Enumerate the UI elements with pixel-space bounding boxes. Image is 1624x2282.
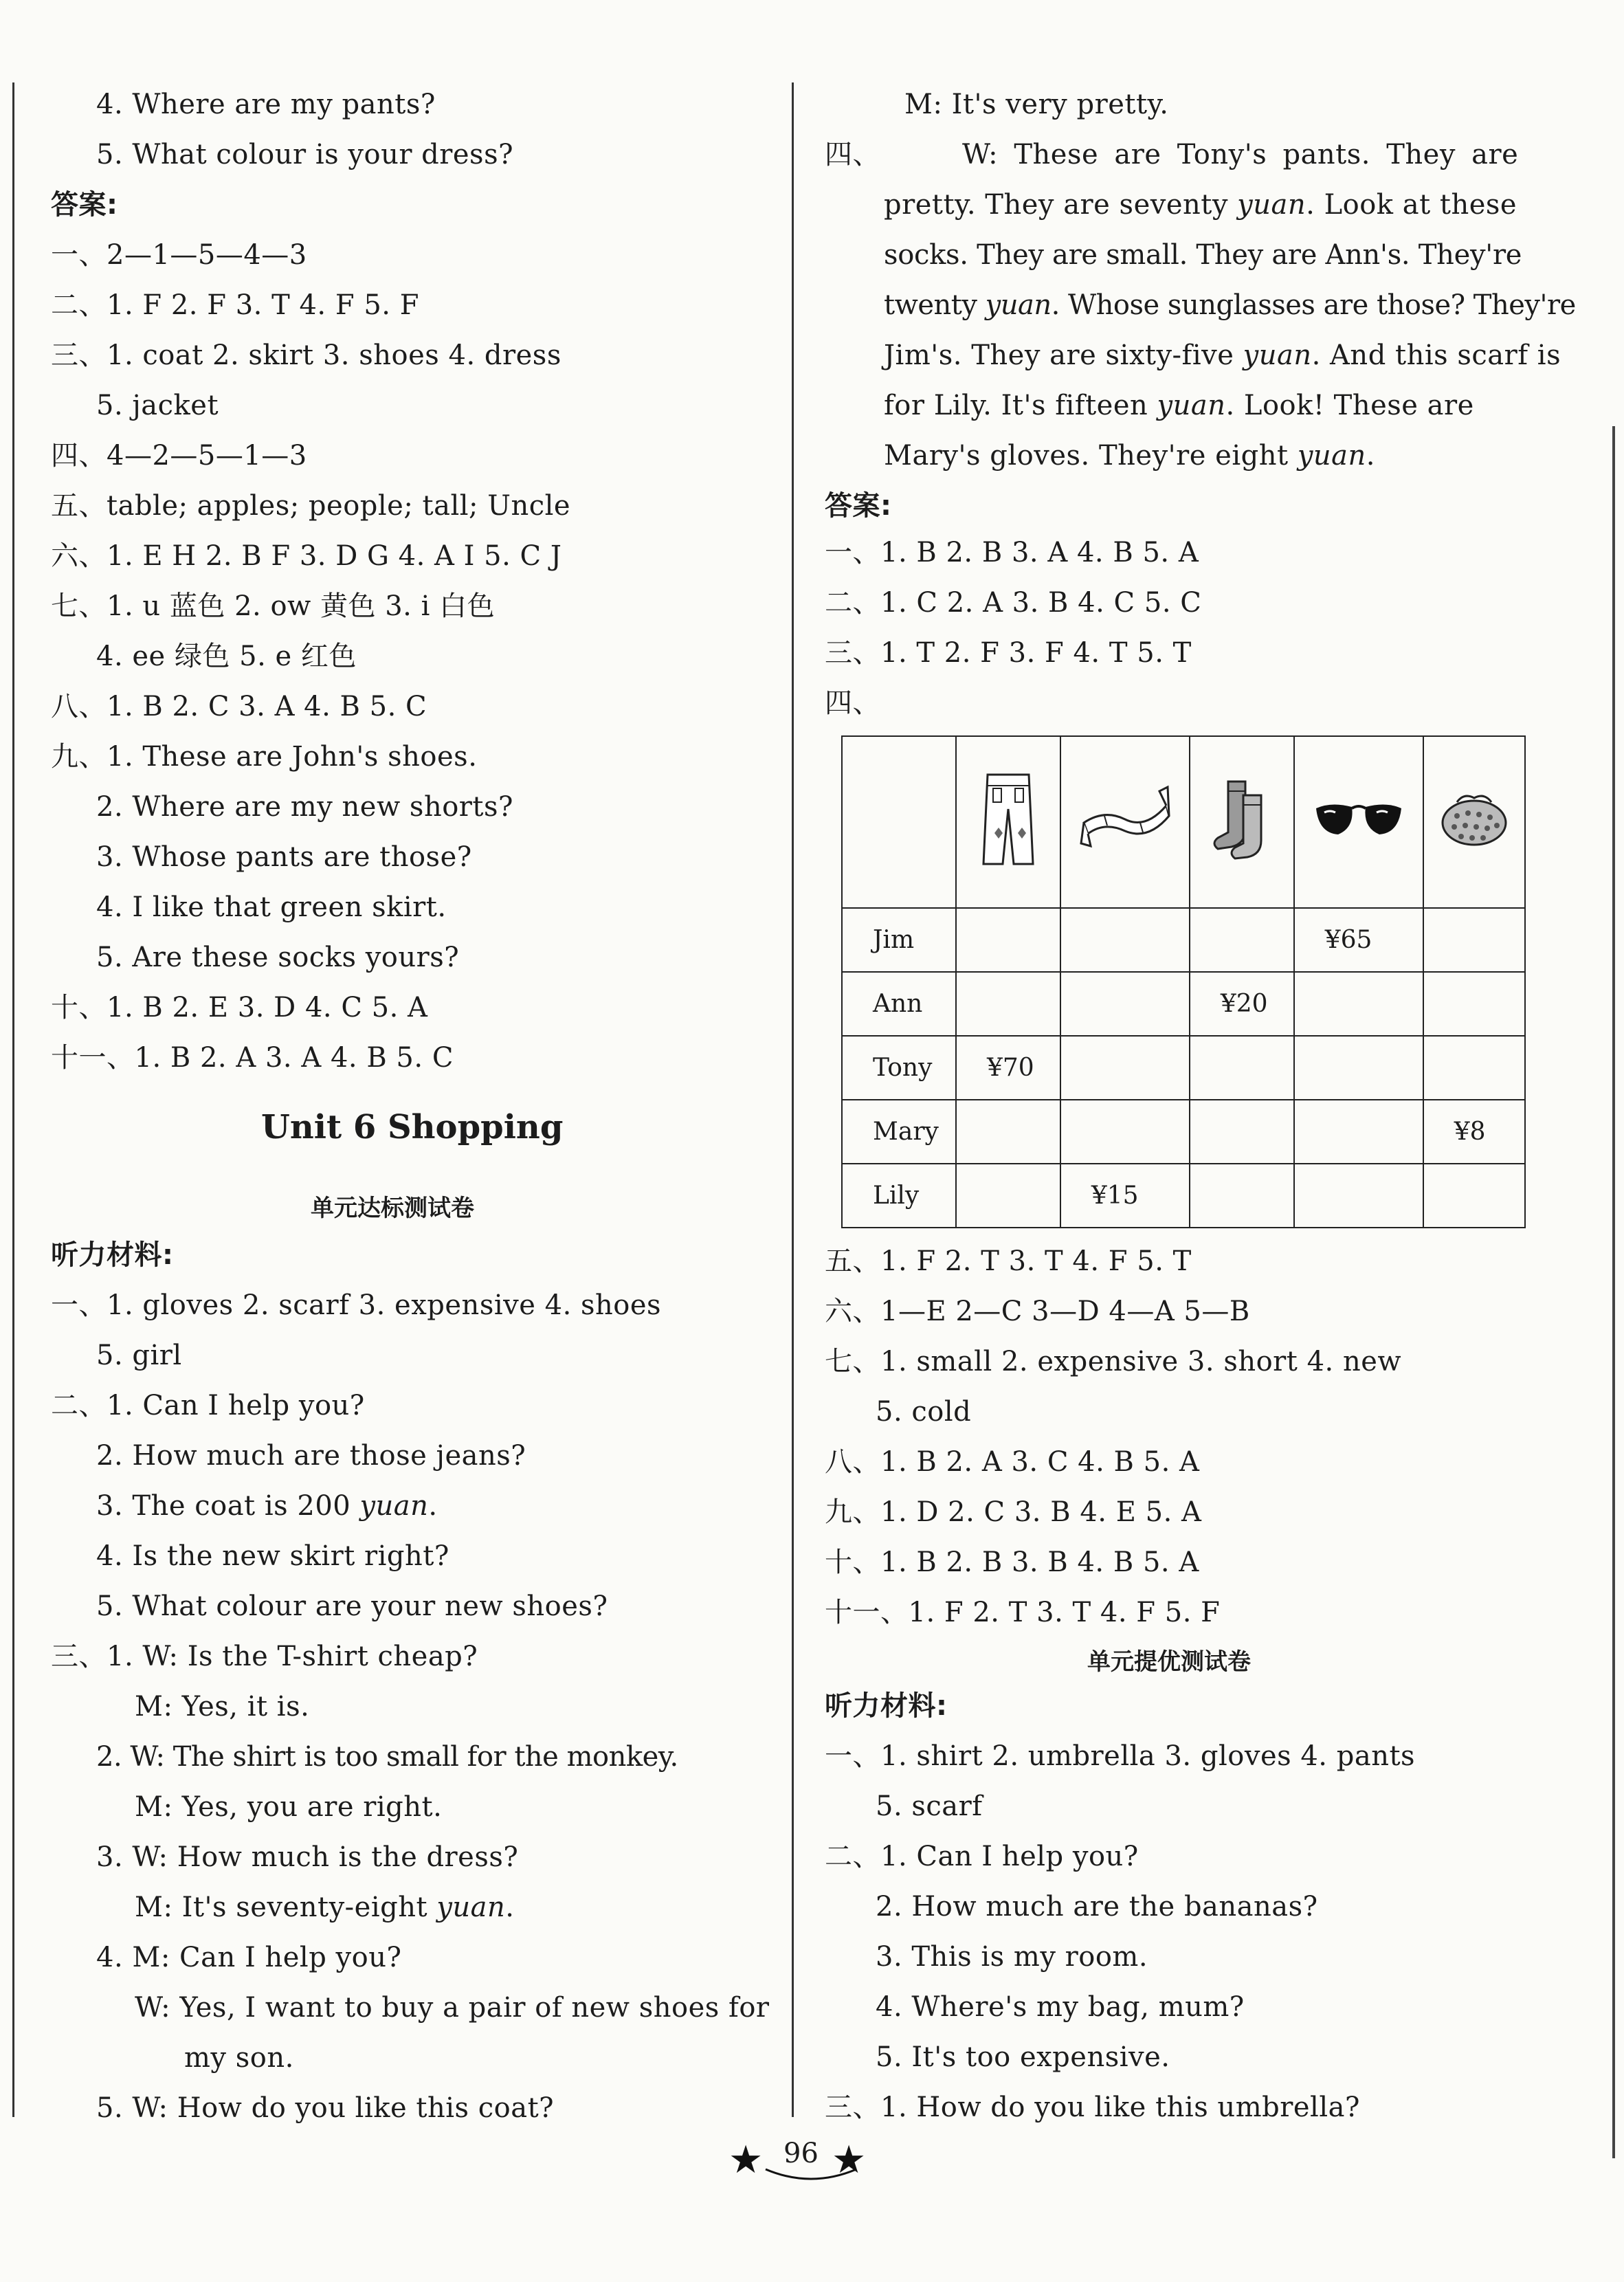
answer-line: 八、1. B 2. C 3. A 4. B 5. C: [51, 691, 427, 722]
name-cell: Tony: [842, 1036, 956, 1100]
name-cell: Lily: [842, 1164, 956, 1228]
answer-line: 2. Where are my new shorts?: [96, 791, 513, 823]
text-line: Jim's. They are sixty-five yuan. And this scarf is: [884, 340, 1561, 371]
socks-icon: [1208, 775, 1276, 864]
text-line: 5. girl: [96, 1340, 182, 1371]
text-line: 4. Is the new skirt right?: [96, 1540, 449, 1572]
empty-cell: [1060, 1100, 1190, 1164]
answer-line: 5. Are these socks yours?: [96, 942, 460, 973]
answer-line: 九、1. These are John's shoes.: [51, 741, 478, 773]
text-line: 三、1. How do you like this umbrella?: [825, 2092, 1360, 2123]
unit-title: Unit 6 Shopping: [261, 1108, 564, 1146]
text-line: 一、1. shirt 2. umbrella 3. gloves 4. pants: [825, 1740, 1416, 1772]
answer-line: 4. ee 绿色 5. e 红色: [96, 641, 357, 672]
text-line: 5. What colour is your dress?: [96, 139, 514, 170]
empty-cell: [1060, 972, 1190, 1036]
answer-line: 十一、1. B 2. A 3. A 4. B 5. C: [51, 1042, 454, 1074]
pants-icon-cell: [956, 736, 1060, 908]
empty-cell: [1190, 1164, 1294, 1228]
answer-line: 5. cold: [876, 1396, 972, 1428]
left-margin-line: [12, 82, 14, 2117]
price-table: [841, 735, 1526, 1228]
scarf-icon: [1077, 782, 1173, 857]
text-line: 3. W: How much is the dress?: [96, 1841, 519, 1873]
answer-line: 十、1. B 2. B 3. B 4. B 5. A: [825, 1547, 1199, 1578]
answer-line: 一、2—1—5—4—3: [51, 239, 307, 271]
text-line: M: Yes, you are right.: [135, 1791, 443, 1823]
answer-line: 5. jacket: [96, 390, 219, 421]
answer-line: 3. Whose pants are those?: [96, 841, 472, 873]
text-line: twenty yuan. Whose sunglasses are those? They're: [884, 289, 1576, 321]
text-line: 二、1. Can I help you?: [825, 1841, 1139, 1872]
socks-icon-cell: [1190, 736, 1294, 908]
answer-line: 四、4—2—5—1—3: [51, 440, 307, 472]
table-corner: [842, 736, 956, 908]
answers-label: 答案:: [825, 490, 892, 522]
right-edge-line: [1612, 426, 1615, 2158]
answer-line: 九、1. D 2. C 3. B 4. E 5. A: [825, 1496, 1202, 1528]
text-line: my son.: [184, 2042, 294, 2074]
answer-line: 三、1. T 2. F 3. F 4. T 5. T: [825, 637, 1192, 669]
answer-line: 三、1. coat 2. skirt 3. shoes 4. dress: [51, 340, 561, 371]
text-line: M: Yes, it is.: [135, 1691, 310, 1722]
listening-label: 听力材料:: [51, 1239, 174, 1271]
text-line: 2. How much are the bananas?: [876, 1891, 1318, 1923]
empty-cell: [1294, 972, 1423, 1036]
price-cell: ¥65: [1294, 908, 1423, 972]
answer-line: 十、1. B 2. E 3. D 4. C 5. A: [51, 992, 428, 1023]
text-line: Mary's gloves. They're eight yuan.: [884, 440, 1375, 472]
gloves-icon-cell: [1423, 736, 1525, 908]
answer-line: 七、1. u 蓝色 2. ow 黄色 3. i 白色: [51, 590, 496, 622]
text-line: W: Yes, I want to buy a pair of new shoes for: [135, 1992, 770, 2024]
answer-line: 六、1—E 2—C 3—D 4—A 5—B: [825, 1296, 1250, 1327]
name-cell: Mary: [842, 1100, 956, 1164]
answer-line: 五、1. F 2. T 3. T 4. F 5. T: [825, 1245, 1192, 1277]
text-line: 2. How much are those jeans?: [96, 1440, 526, 1472]
table-row: [842, 908, 1525, 972]
text-line: 一、1. gloves 2. scarf 3. expensive 4. shoes: [51, 1289, 662, 1321]
answer-line: 四、: [825, 687, 880, 719]
text-line: 3. The coat is 200 yuan.: [96, 1490, 438, 1522]
answer-line: 八、1. B 2. A 3. C 4. B 5. A: [825, 1446, 1200, 1478]
section-num: 四、: [825, 139, 880, 170]
table-row: [842, 972, 1525, 1036]
text-line: 5. scarf: [876, 1791, 983, 1822]
table-row: [842, 1100, 1525, 1164]
text-line: 4. Where are my pants?: [96, 89, 436, 120]
empty-cell: [1423, 1164, 1525, 1228]
answer-line: 五、table; apples; people; tall; Uncle: [51, 490, 571, 522]
sunglasses-icon-cell: [1294, 736, 1423, 908]
answer-line: 二、1. F 2. F 3. T 4. F 5. F: [51, 289, 419, 321]
table-row: [842, 1036, 1525, 1100]
text-line: 5. It's too expensive.: [876, 2041, 1170, 2073]
page-number: 96: [783, 2138, 819, 2169]
empty-cell: [1190, 1036, 1294, 1100]
text-line: M: It's seventy-eight yuan.: [135, 1892, 515, 1923]
empty-cell: [1060, 908, 1190, 972]
table-header-row: [842, 736, 1525, 908]
answer-line: 二、1. C 2. A 3. B 4. C 5. C: [825, 587, 1202, 619]
text-line: 5. What colour are your new shoes?: [96, 1591, 608, 1622]
empty-cell: [1294, 1164, 1423, 1228]
text-line: 二、1. Can I help you?: [51, 1390, 365, 1421]
text-line: 5. W: How do you like this coat?: [96, 2092, 555, 2124]
empty-cell: [1423, 908, 1525, 972]
price-cell: ¥15: [1060, 1164, 1190, 1228]
empty-cell: [1294, 1036, 1423, 1100]
name-cell: Jim: [842, 908, 956, 972]
text-line: 三、1. W: Is the T-shirt cheap?: [51, 1641, 478, 1672]
text-line: pretty. They are seventy yuan. Look at these: [884, 189, 1517, 221]
empty-cell: [1190, 1100, 1294, 1164]
answer-line: 六、1. E H 2. B F 3. D G 4. A I 5. C J: [51, 540, 562, 572]
price-cell: ¥20: [1190, 972, 1294, 1036]
answer-line: 七、1. small 2. expensive 3. short 4. new: [825, 1346, 1402, 1377]
empty-cell: [956, 1164, 1060, 1228]
pants-icon: [981, 768, 1036, 871]
answer-line: 一、1. B 2. B 3. A 4. B 5. A: [825, 537, 1199, 568]
empty-cell: [956, 1100, 1060, 1164]
answer-line: 十一、1. F 2. T 3. T 4. F 5. F: [825, 1597, 1221, 1628]
price-cell: ¥8: [1423, 1100, 1525, 1164]
test-title: 单元提优测试卷: [1087, 1648, 1251, 1676]
table-row: [842, 1164, 1525, 1228]
empty-cell: [1060, 1036, 1190, 1100]
text-line: for Lily. It's fifteen yuan. Look! These are: [884, 390, 1474, 421]
text-line: 4. M: Can I help you?: [96, 1942, 402, 1973]
text-line: socks. They are small. They are Ann's. They're: [884, 239, 1522, 271]
scarf-icon-cell: [1060, 736, 1190, 908]
star-icon: ★: [832, 2138, 867, 2182]
empty-cell: [956, 908, 1060, 972]
star-icon: ★: [728, 2138, 764, 2182]
empty-cell: [1294, 1100, 1423, 1164]
listening-label: 听力材料:: [825, 1690, 948, 1722]
text-line: 3. This is my room.: [876, 1941, 1148, 1973]
empty-cell: [1190, 908, 1294, 972]
answers-label: 答案:: [51, 189, 118, 221]
empty-cell: [1423, 972, 1525, 1036]
text-line: M: It's very pretty.: [904, 89, 1169, 120]
price-cell: ¥70: [956, 1036, 1060, 1100]
text-line: 4. Where's my bag, mum?: [876, 1991, 1245, 2023]
text-line: 2. W: The shirt is too small for the monkey.: [96, 1741, 678, 1773]
text-line: W: These are Tony's pants. They are: [962, 139, 1519, 170]
sunglasses-icon: [1311, 792, 1407, 847]
column-divider: [792, 82, 794, 2117]
empty-cell: [956, 972, 1060, 1036]
name-cell: Ann: [842, 972, 956, 1036]
gloves-icon: [1436, 788, 1512, 850]
test-title: 单元达标测试卷: [311, 1195, 474, 1222]
answer-line: 4. I like that green skirt.: [96, 891, 447, 923]
empty-cell: [1423, 1036, 1525, 1100]
